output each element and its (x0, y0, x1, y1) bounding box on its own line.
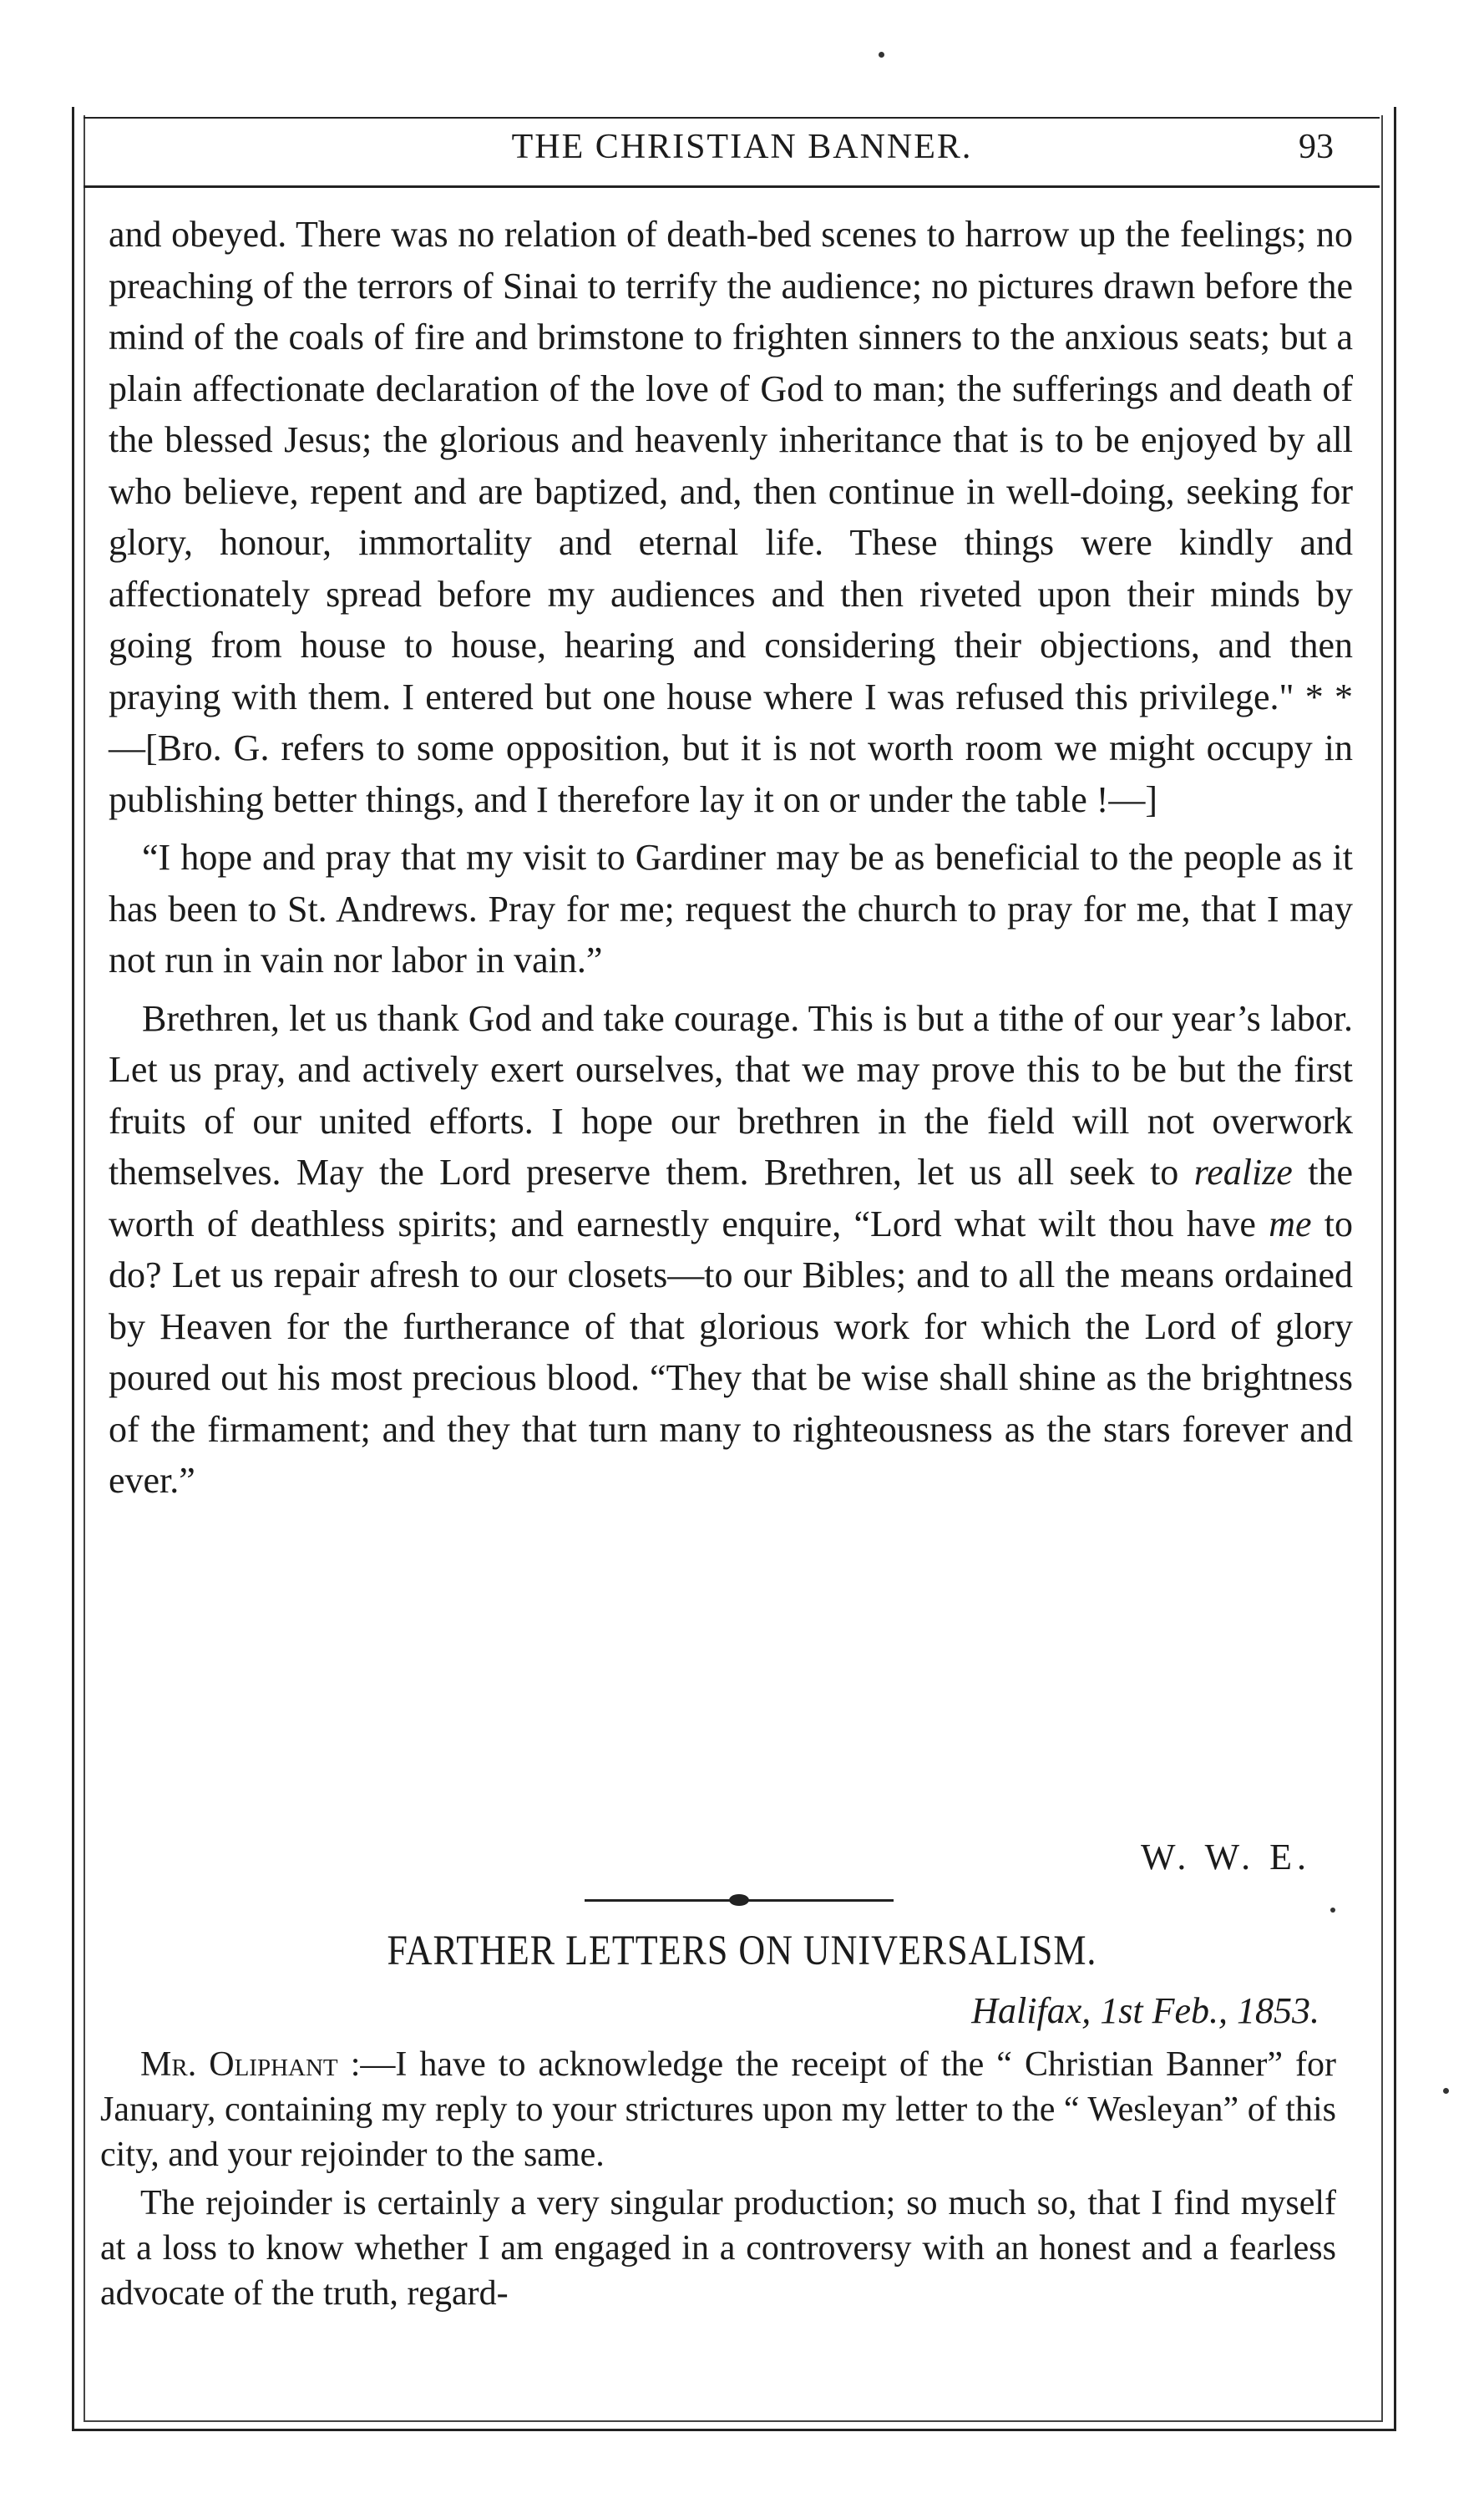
body-paragraph: and obeyed. There was no relation of death-bed scenes to harrow up the feelings; no preaching of the terrors of Sinai to terrify the audience; no pictures drawn before the mind of the coals of fire and brimstone to frighten sinners to the anxious seats; but a plain affectionate declaration of the love of God to man; the sufferings and death of the blessed Jesus; the glorious and heavenly inheritance that is to be enjoyed by all who believe, repent and are baptized, and, then continue in well-doing, seeking for glory, honour, immortality and eternal life. These things were kindly and affectionately spread before my audiences and then riveted upon their minds by going from house to house, hearing and considering their objections, and then praying with them. I entered but one house where I was refused this privilege." * *—[Bro. G. refers to some opposition, but it is not worth room we might occupy in publishing better things, and I therefore lay it on or under the table !—] (109, 214, 1353, 820)
print-speck (1443, 2088, 1449, 2094)
letter-text: :—I have to acknowledge the receipt of the “ Christian Banner” for January, containing my reply to your strictures upon my letter to the “ Wesleyan” of this city, and your rejoinder to the same. (100, 2045, 1337, 2174)
closing-text: Brethren, let us thank God and take courage. This is but a tithe of our year’s labor. Let us pray, and actively exert ourselves, that we may prove this to be but the first fruits of our united efforts. I hope our brethren in the field will not overwork themselves. May the Lord preserve them. Brethren, let us all seek to (109, 997, 1353, 1193)
letter-paragraph: The rejoinder is certainly a very singular production; so much so, that I find myself at a loss to know whether I am engaged in a controversy with an honest and a fearless advocate of the truth, regard- (100, 2184, 1336, 2313)
divider-bead (729, 1894, 749, 1906)
header-rule-top (84, 117, 1380, 119)
page-number: 93 (1299, 128, 1334, 166)
salutation: Mr. Oliphant (140, 2045, 338, 2084)
header-rule-bottom (84, 185, 1380, 188)
running-head: THE CHRISTIAN BANNER. (511, 128, 973, 166)
letter-paragraph (100, 2042, 1336, 2177)
section-divider (585, 1896, 894, 1904)
dateline: Halifax, 1st Feb., 1853. (971, 1990, 1319, 2031)
emphasis: me (1269, 1203, 1312, 1244)
article-body (109, 209, 1353, 1507)
print-speck (1330, 1908, 1335, 1913)
body-paragraph: “I hope and pray that my visit to Gardiner may be as beneficial to the people as it has been to St. Andrews. Pray for me; request the church to pray for me, that I may not run in vain nor labor in vain.” (109, 837, 1353, 980)
print-speck (879, 52, 884, 58)
closing-text: to do? Let us repair afresh to our closets—to our Bibles; and to all the means ordained by Heaven for the furtherance of that glorious work for which the Lord of glory poured out his most precious blood. “They that be wise shall shine as the brightness of the firmament; and they that turn many to righteousness as the stars forever and ever.” (109, 1203, 1353, 1501)
emphasis: realize (1193, 1152, 1293, 1193)
closing-text: the worth of deathless spirits; and earnestly enquire, “Lord what wilt thou have (109, 1152, 1354, 1244)
letter-body (100, 2042, 1336, 2316)
article-title: FARTHER LETTERS ON UNIVERSALISM. (387, 1927, 1097, 1974)
closing-paragraph (109, 993, 1353, 1507)
signature: W. W. E. (1140, 1837, 1311, 1877)
